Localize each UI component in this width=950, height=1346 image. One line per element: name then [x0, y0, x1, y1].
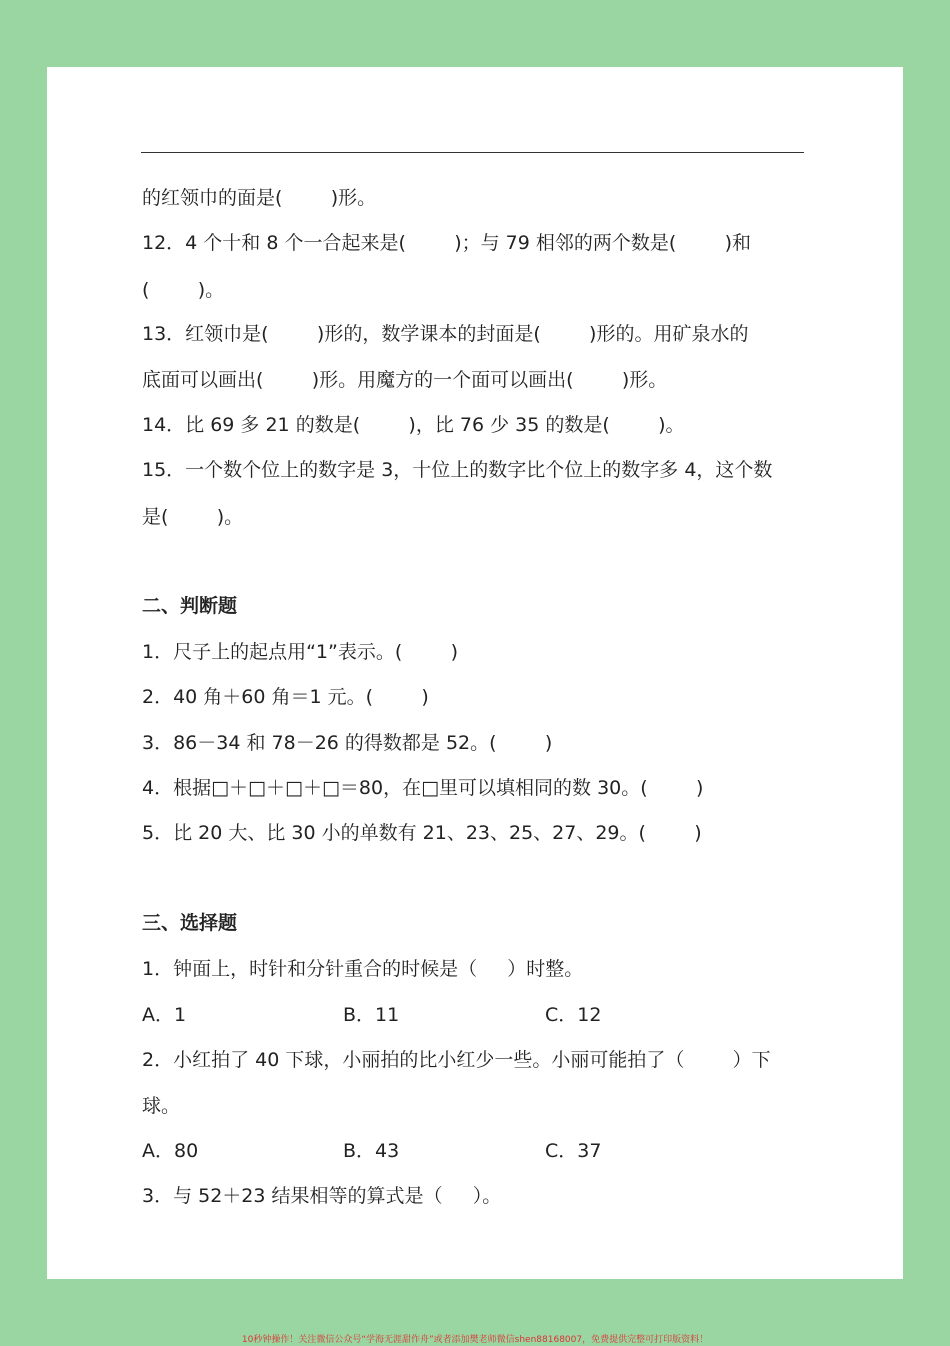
choice-question-3: 3．与 52＋23 结果相等的算式是（ ）。: [142, 1185, 502, 1207]
header-rule: [141, 152, 804, 153]
q2-option-b: B．43: [343, 1140, 400, 1162]
question-13-line2: 底面可以画出( )形。用魔方的一个面可以画出( )形。: [142, 369, 668, 391]
q2-option-c: C．37: [545, 1140, 602, 1162]
question-12-line2: ( )。: [142, 279, 225, 301]
question-13-line1: 13．红领巾是( )形的，数学课本的封面是( )形的。用矿泉水的: [142, 323, 749, 345]
q2-option-a: A．80: [142, 1140, 199, 1162]
q1-option-a: A．1: [142, 1004, 187, 1026]
footer-notice: 10秒钟操作！关注微信公众号“学海无涯甜作舟”或者添加樊老师微信shen88168007，免费提供完整可打印版资料！: [241, 1335, 709, 1345]
judge-item-1: 1．尺子上的起点用“1”表示。( ): [142, 641, 459, 663]
question-15-line2: 是( )。: [142, 506, 244, 528]
section-3-title: 三、选择题: [142, 912, 238, 934]
judge-item-2: 2．40 角＋60 角＝1 元。( ): [142, 686, 429, 708]
choice-question-2-line2: 球。: [142, 1095, 181, 1117]
q1-option-b: B．11: [343, 1004, 400, 1026]
question-15-line1: 15．一个数个位上的数字是 3，十位上的数字比个位上的数字多 4，这个数: [142, 459, 773, 481]
question-14: 14．比 69 多 21 的数是( )，比 76 少 35 的数是( )。: [142, 414, 685, 436]
question-12-line1: 12．4 个十和 8 个一合起来是( )；与 79 相邻的两个数是( )和: [142, 232, 752, 254]
judge-item-3: 3．86－34 和 78－26 的得数都是 52。( ): [142, 732, 553, 754]
choice-question-2-line1: 2．小红拍了 40 下球，小丽拍的比小红少一些。小丽可能拍了（ ）下: [142, 1049, 771, 1071]
section-2-title: 二、判断题: [142, 595, 238, 617]
fill-blank-line: 的红领巾的面是( )形。: [142, 187, 377, 209]
q1-option-c: C．12: [545, 1004, 602, 1026]
judge-item-4: 4．根据□＋□＋□＋□＝80，在□里可以填相同的数 30。( ): [142, 777, 704, 799]
judge-item-5: 5．比 20 大、比 30 小的单数有 21、23、25、27、29。( ): [142, 822, 702, 844]
choice-question-1: 1．钟面上，时针和分针重合的时候是（ ）时整。: [142, 958, 584, 980]
